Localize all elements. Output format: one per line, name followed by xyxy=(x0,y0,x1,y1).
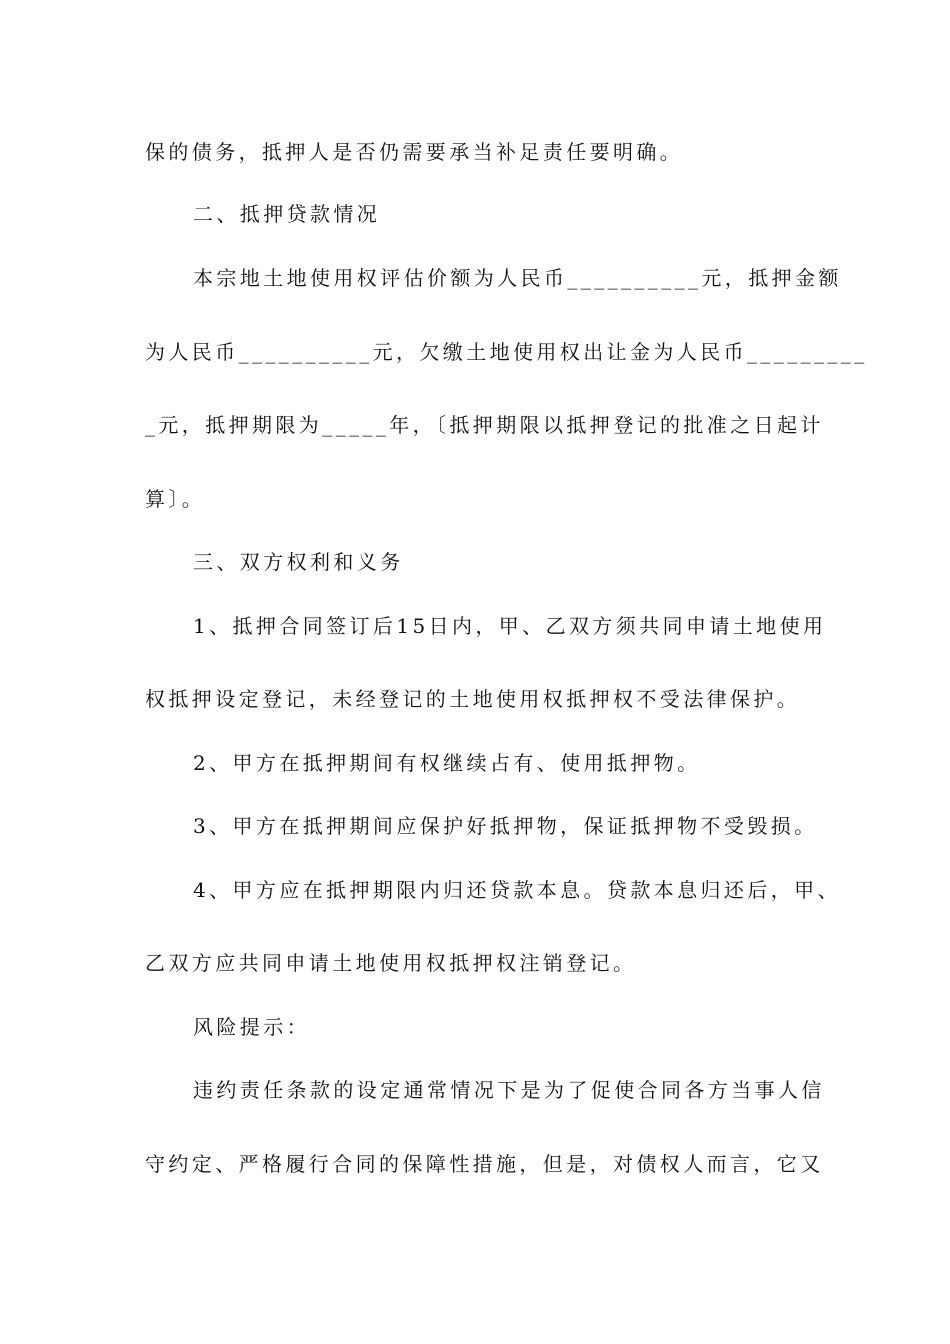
body-text-line: 4、甲方应在抵押期限内归还贷款本息。贷款本息归还后，甲、 xyxy=(193,878,841,902)
section-heading-loan: 二、抵押贷款情况 xyxy=(193,202,381,226)
body-text-line: 为人民币__________元，欠缴土地使用权出让金为人民币_________ xyxy=(145,340,868,364)
body-text-line: 1、抵押合同签订后15日内，甲、乙双方须共同申请土地使用 xyxy=(193,614,827,638)
body-text-line: 3、甲方在抵押期间应保护好抵押物，保证抵押物不受毁损。 xyxy=(193,814,818,838)
body-text-line: 2、甲方在抵押期间有权继续占有、使用抵押物。 xyxy=(193,751,701,775)
body-text-line: _元，抵押期限为_____年，〔抵押期限以抵押登记的批准之日起计 xyxy=(145,413,824,437)
section-heading-rights: 三、双方权利和义务 xyxy=(193,550,404,574)
body-text-line: 违约责任条款的设定通常情况下是为了促使合同各方当事人信 xyxy=(193,1078,825,1102)
risk-notice-heading: 风险提示： xyxy=(193,1015,310,1039)
body-text-line: 权抵押设定登记，未经登记的土地使用权抵押权不受法律保护。 xyxy=(145,687,801,711)
body-text-line: 守约定、严格履行合同的保障性措施，但是，对债权人而言，它又 xyxy=(145,1152,824,1176)
body-text-line: 算〕。 xyxy=(145,487,206,511)
body-text-line: 本宗地土地使用权评估价额为人民币__________元，抵押金额 xyxy=(193,266,842,290)
body-text-line: 乙双方应共同申请土地使用权抵押权注销登记。 xyxy=(145,951,637,975)
body-text-line: 保的债务，抵押人是否仍需要承当补足责任要明确。 xyxy=(145,140,684,164)
